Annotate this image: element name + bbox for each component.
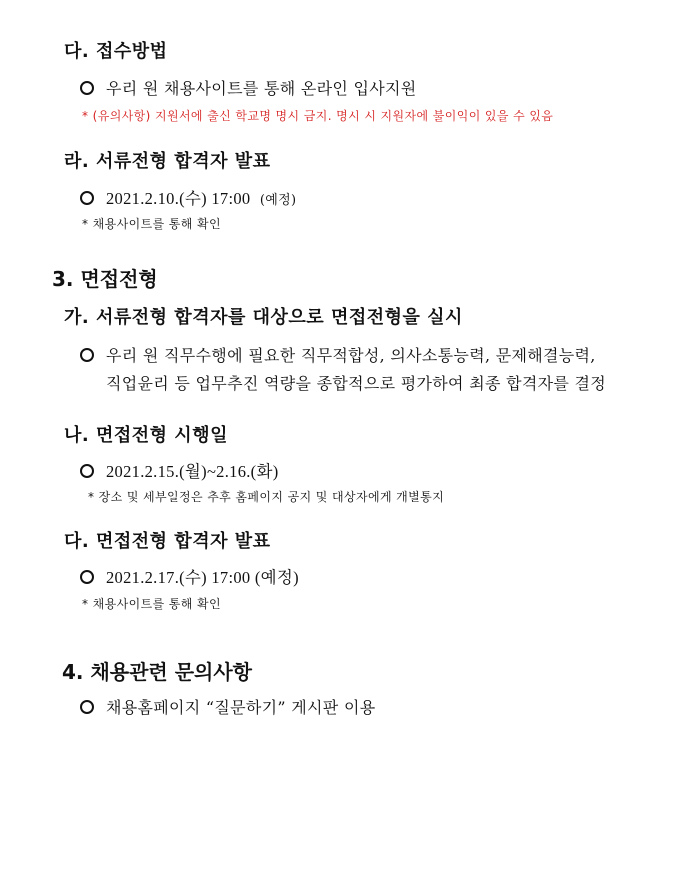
subheading-interview-result: 다. 면접전형 합격자 발표 bbox=[64, 531, 271, 552]
bullet-text: 채용홈페이지 “질문하기” 게시판 이용 bbox=[106, 698, 376, 717]
bullet-application-method bbox=[80, 76, 417, 99]
subheading-application-method: 다. 접수방법 bbox=[64, 41, 168, 62]
bullet-text: 우리 원 채용사이트를 통해 온라인 입사지원 bbox=[106, 79, 417, 98]
bullet-text: 2021.2.15.(월)~2.16.(화) bbox=[106, 462, 279, 481]
bullet-interview-date bbox=[80, 458, 279, 482]
circle-bullet-icon bbox=[80, 348, 94, 362]
subheading-document-result: 라. 서류전형 합격자 발표 bbox=[64, 151, 271, 172]
circle-bullet-icon bbox=[80, 700, 94, 714]
bullet-text-line-2: 직업윤리 등 업무추진 역량을 종합적으로 평가하여 최종 합격자를 결정 bbox=[106, 374, 607, 393]
bullet-inquiry bbox=[80, 695, 375, 718]
bullet-document-result bbox=[80, 185, 296, 209]
bullet-date: 2021.2.10.(수) 17:00 bbox=[106, 189, 251, 208]
info-note: * 채용사이트를 통해 확인 bbox=[82, 597, 221, 611]
bullet-text-line-1: 우리 원 직무수행에 필요한 직무적합성, 의사소통능력, 문제해결능력, bbox=[106, 346, 596, 365]
info-note: * 채용사이트를 통해 확인 bbox=[82, 217, 221, 231]
section-heading-inquiry: 4. 채용관련 문의사항 bbox=[62, 660, 252, 684]
bullet-interview-description bbox=[80, 343, 596, 366]
subheading-interview-target: 가. 서류전형 합격자를 대상으로 면접전형을 실시 bbox=[64, 307, 463, 328]
bullet-interview-result bbox=[80, 564, 299, 588]
section-heading-interview: 3. 면접전형 bbox=[52, 267, 158, 291]
subheading-interview-date: 나. 면접전형 시행일 bbox=[64, 425, 228, 446]
circle-bullet-icon bbox=[80, 81, 94, 95]
bullet-suffix: (예정) bbox=[259, 193, 297, 208]
info-note: * 장소 및 세부일정은 추후 홈페이지 공지 및 대상자에게 개별통지 bbox=[88, 490, 445, 504]
warning-note: * (유의사항) 지원서에 출신 학교명 명시 금지. 명시 시 지원자에 불이익이 있을 수 있음 bbox=[82, 109, 554, 123]
bullet-text: 2021.2.17.(수) 17:00 (예정) bbox=[106, 568, 299, 587]
circle-bullet-icon bbox=[80, 464, 94, 478]
circle-bullet-icon bbox=[80, 570, 94, 584]
circle-bullet-icon bbox=[80, 191, 94, 205]
